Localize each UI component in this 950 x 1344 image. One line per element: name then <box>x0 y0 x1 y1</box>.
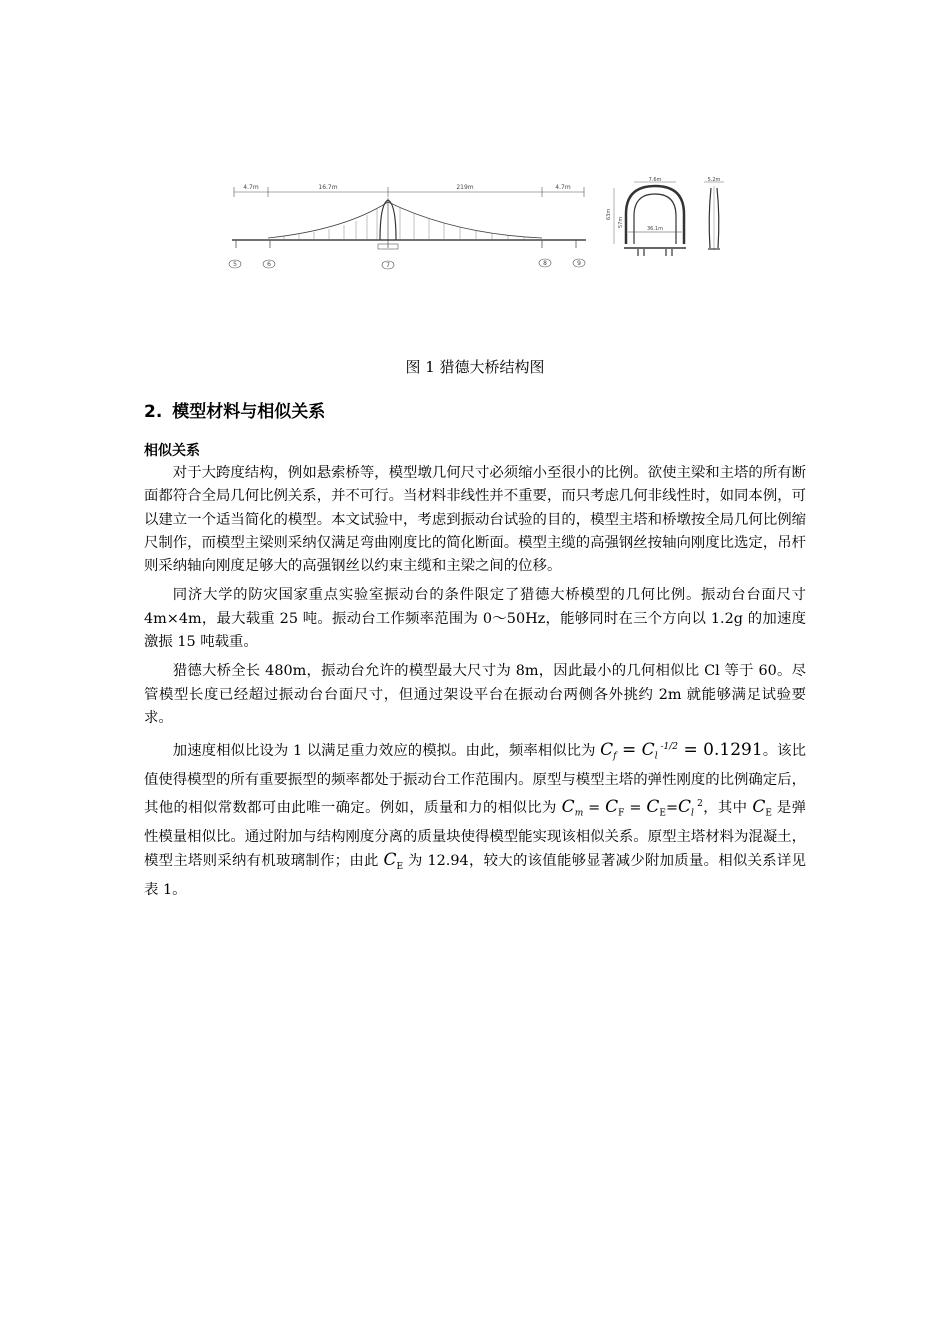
main-cable-right <box>388 202 542 238</box>
section-number: 2. <box>144 402 163 422</box>
paragraph-4 <box>144 736 806 902</box>
section-heading <box>144 397 325 422</box>
tower-height-b: 57m <box>618 216 624 228</box>
dim-label-1: 4.7m <box>243 184 259 191</box>
figure-caption: 图 1 猎德大桥结构图 <box>405 358 545 376</box>
pier-label-5: 5 <box>233 261 237 268</box>
p4-text-c: ，其中 <box>702 799 753 816</box>
tower-inner-dim: 36.1m <box>646 226 664 232</box>
tower-height-a: 63m <box>606 208 612 220</box>
cl-symbol: C <box>641 740 655 761</box>
bridge-drawing <box>224 176 734 276</box>
pier-label-9: 9 <box>577 260 581 267</box>
section-title-text: 模型材料与相似关系 <box>172 402 326 422</box>
dim-label-4: 4.7m <box>555 184 571 191</box>
hangers <box>284 208 524 240</box>
body-text <box>144 462 806 908</box>
p4-text-e: 为 12.94，较大的该值能够显著减少附加质量。相似关系详见表 1。 <box>144 852 806 898</box>
cF-symbol: C <box>605 796 619 817</box>
cl2-superscript: 2 <box>693 798 703 809</box>
cE-subscript: E <box>659 808 666 819</box>
dim-label-2: 16.7m <box>318 184 338 191</box>
eq-sign-2: = <box>678 740 704 761</box>
pier-label-8: 8 <box>543 260 547 267</box>
p4-text-d: 是弹性模量相似比。通过附加与结构刚度分离的质量块使得模型能实现该相似关系。原型主塔材料为混凝土，模型主塔则采纳有机玻璃制作；由此 <box>144 799 806 869</box>
p4-text-b: 。该比值使得模型的所有重要振型的频率都处于振动台工作范围内。原型与模型主塔的弹性刚度的比例确定后，其他的相似常数都可由此唯一确定。例如，质量和力的相似比为 <box>144 743 806 816</box>
cm-subscript: m <box>574 808 584 819</box>
subheading: 相似关系 <box>144 443 200 459</box>
tower-top-dim: 7.6m <box>648 177 662 183</box>
cE-symbol: C <box>646 796 660 817</box>
cl-subscript: l <box>654 751 658 762</box>
pier-label-6: 6 <box>267 261 271 268</box>
eq-sign-4: = <box>624 799 647 816</box>
eq-sign-1: = <box>616 740 642 761</box>
pier-label-7: 7 <box>386 262 390 269</box>
paragraph-1: 对于大跨度结构，例如悬索桥等，模型墩几何尺寸必须缩小至很小的比例。欲使主梁和主塔的所有断面都符合全局几何比例关系，并不可行。当材料非线性并不重要，而只考虑几何非线性时，如同本例，可以建立一个适当简化的模型。本文试验中，考虑到振动台试验的目的，模型主塔和桥墩按全局几何比例缩尺制作，而模型主梁则采纳仅满足弯曲刚度比的简化断面。模型主缆的高强钢丝按轴向刚度比选定，吊杆则采纳轴向刚度足够大的高强钢丝以约束主缆和主梁之间的位移。 <box>144 465 806 575</box>
piers <box>236 240 576 248</box>
bridge-structure-figure <box>224 176 734 276</box>
eq-sign-5: = <box>665 799 678 816</box>
cl2-symbol: C <box>678 796 692 817</box>
cl-superscript: -1/2 <box>657 742 679 753</box>
cl2-subscript: l <box>691 808 694 819</box>
paragraph-2: 同济大学的防灾国家重点实验室振动台的条件限定了猎德大桥模型的几何比例。振动台台面尺寸 4m×4m，最大载重 25 吨。振动台工作频率范围为 0～50Hz，能够同时在三个方向以 1.2g 的加速度激振 15 吨载重。 <box>144 587 806 651</box>
cE2-symbol: C <box>752 796 766 817</box>
tower-elevation <box>606 177 686 256</box>
cE3-subscript: E <box>396 861 404 872</box>
paragraph-3: 猎德大桥全长 480m，振动台允许的模型最大尺寸为 8m，因此最小的几何相似比 Cl 等于 60。尽管模型长度已经超过振动台台面尺寸，但通过架设平台在振动台两侧各外挑约 2m 就能够满足试验要求。 <box>144 663 806 726</box>
frequency-ratio-value: 0.1291 <box>703 740 763 761</box>
main-cable-left <box>268 202 388 238</box>
cE3-symbol: C <box>383 849 397 870</box>
cm-symbol: C <box>561 796 575 817</box>
cF-subscript: F <box>618 808 625 819</box>
cf-subscript: f <box>613 751 617 762</box>
p4-text-a: 加速度相似比设为 1 以满足重力效应的模拟。由此，频率相似比为 <box>172 743 601 760</box>
eq-sign-3: = <box>583 799 606 816</box>
cE2-subscript: E <box>765 808 772 819</box>
dim-label-3: 219m <box>456 184 474 191</box>
tower-side-dim: 5.2m <box>707 177 721 183</box>
cf-symbol: C <box>600 740 614 761</box>
tower-side-view <box>704 177 724 250</box>
